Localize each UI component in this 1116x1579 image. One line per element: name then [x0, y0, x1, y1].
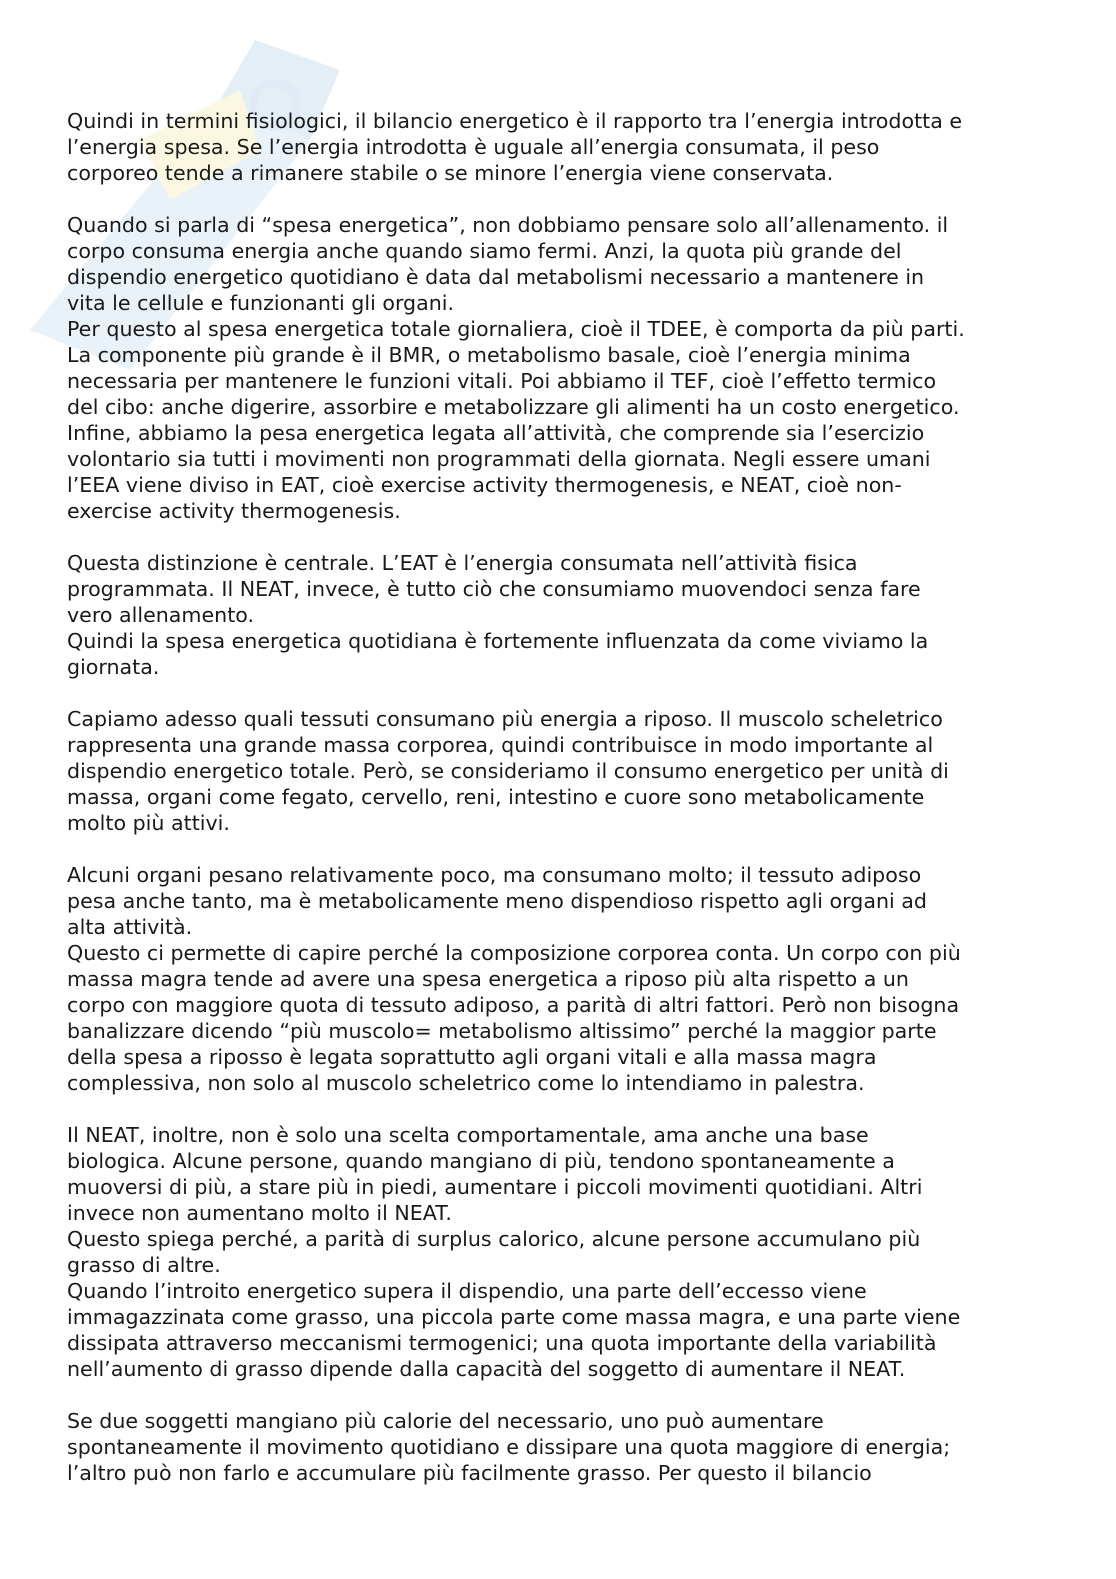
text-line: della spesa a riposso è legata soprattutto agli organi vitali e alla massa magra: [67, 1045, 877, 1069]
text-line: rappresenta una grande massa corporea, quindi contribuisce in modo importante al: [67, 733, 934, 757]
paragraph-gap: [67, 1096, 1057, 1122]
text-line: complessiva, non solo al muscolo scheletrico come lo intendiamo in palestra.: [67, 1071, 865, 1095]
text-line: massa magra tende ad avere una spesa energetica a riposo più alta rispetto a un: [67, 967, 909, 991]
text-line: Quindi in termini fisiologici, il bilancio energetico è il rapporto tra l’energia introdotta e: [67, 109, 963, 133]
text-line: del cibo: anche digerire, assorbire e metabolizzare gli alimenti ha un costo energetico.: [67, 395, 960, 419]
text-line: dispendio energetico quotidiano è data dal metabolismi necessario a mantenere in: [67, 265, 925, 289]
text-line: Questa distinzione è centrale. L’EAT è l’energia consumata nell’attività fisica: [67, 551, 858, 575]
text-line: l’energia spesa. Se l’energia introdotta è uguale all’energia consumata, il peso: [67, 135, 880, 159]
text-line: Se due soggetti mangiano più calorie del necessario, uno può aumentare: [67, 1409, 824, 1433]
text-line: La componente più grande è il BMR, o metabolismo basale, cioè l’energia minima: [67, 343, 911, 367]
text-line: biologica. Alcune persone, quando mangiano di più, tendono spontaneamente a: [67, 1149, 895, 1173]
text-line: Questo spiega perché, a parità di surplus calorico, alcune persone accumulano più: [67, 1227, 921, 1251]
paragraph-gap: [67, 186, 1057, 212]
text-line: nell’aumento di grasso dipende dalla capacità del soggetto di aumentare il NEAT.: [67, 1357, 906, 1381]
text-line: massa, organi come fegato, cervello, reni, intestino e cuore sono metabolicamente: [67, 785, 925, 809]
text-line: necessaria per mantenere le funzioni vitali. Poi abbiamo il TEF, cioè l’effetto termico: [67, 369, 937, 393]
document-body: [67, 108, 1057, 1486]
text-line: corporeo tende a rimanere stabile o se minore l’energia viene conservata.: [67, 161, 834, 185]
text-line: Capiamo adesso quali tessuti consumano più energia a riposo. Il muscolo scheletrico: [67, 707, 943, 731]
text-line: l’altro può non farlo e accumulare più facilmente grasso. Per questo il bilancio: [67, 1461, 872, 1485]
text-line: pesa anche tanto, ma è metabolicamente meno dispendioso rispetto agli organi ad: [67, 889, 927, 913]
paragraph-gap: [67, 836, 1057, 862]
paragraph-gap: [67, 680, 1057, 706]
text-line: Alcuni organi pesano relativamente poco, ma consumano molto; il tessuto adiposo: [67, 863, 922, 887]
text-line: corpo con maggiore quota di tessuto adiposo, a parità di altri fattori. Però non bisogna: [67, 993, 960, 1017]
text-line: exercise activity thermogenesis.: [67, 499, 401, 523]
text-line: volontario sia tutti i movimenti non programmati della giornata. Negli essere umani: [67, 447, 931, 471]
text-line: corpo consuma energia anche quando siamo fermi. Anzi, la quota più grande del: [67, 239, 902, 263]
text-line: Il NEAT, inoltre, non è solo una scelta comportamentale, ama anche una base: [67, 1123, 869, 1147]
text-line: molto più attivi.: [67, 811, 230, 835]
paragraph-gap: [67, 524, 1057, 550]
text-line: dissipata attraverso meccanismi termogenici; una quota importante della variabilità: [67, 1331, 937, 1355]
text-line: Quando l’introito energetico supera il dispendio, una parte dell’eccesso viene: [67, 1279, 867, 1303]
text-line: alta attività.: [67, 915, 193, 939]
text-line: programmata. Il NEAT, invece, è tutto ciò che consumiamo muovendoci senza fare: [67, 577, 921, 601]
text-line: giornata.: [67, 655, 160, 679]
text-line: banalizzare dicendo “più muscolo= metabolismo altissimo” perché la maggior parte: [67, 1019, 937, 1043]
paragraph-gap: [67, 1382, 1057, 1408]
text-line: dispendio energetico totale. Però, se consideriamo il consumo energetico per unità di: [67, 759, 949, 783]
text-line: l’EEA viene diviso in EAT, cioè exercise activity thermogenesis, e NEAT, cioè non-: [67, 473, 902, 497]
text-line: grasso di altre.: [67, 1253, 221, 1277]
text-line: Questo ci permette di capire perché la composizione corporea conta. Un corpo con più: [67, 941, 961, 965]
text-line: muoversi di più, a stare più in piedi, aumentare i piccoli movimenti quotidiani. Altri: [67, 1175, 923, 1199]
text-line: Quindi la spesa energetica quotidiana è fortemente influenzata da come viviamo la: [67, 629, 929, 653]
text-line: immagazzinata come grasso, una piccola parte come massa magra, e una parte viene: [67, 1305, 961, 1329]
text-line: vero allenamento.: [67, 603, 255, 627]
text-line: vita le cellule e funzionanti gli organi.: [67, 291, 455, 315]
text-line: Infine, abbiamo la pesa energetica legata all’attività, che comprende sia l’esercizio: [67, 421, 925, 445]
text-line: Quando si parla di “spesa energetica”, non dobbiamo pensare solo all’allenamento. il: [67, 213, 949, 237]
text-line: Per questo al spesa energetica totale giornaliera, cioè il TDEE, è comporta da più parti.: [67, 317, 965, 341]
text-line: invece non aumentano molto il NEAT.: [67, 1201, 452, 1225]
text-line: spontaneamente il movimento quotidiano e dissipare una quota maggiore di energia;: [67, 1435, 951, 1459]
